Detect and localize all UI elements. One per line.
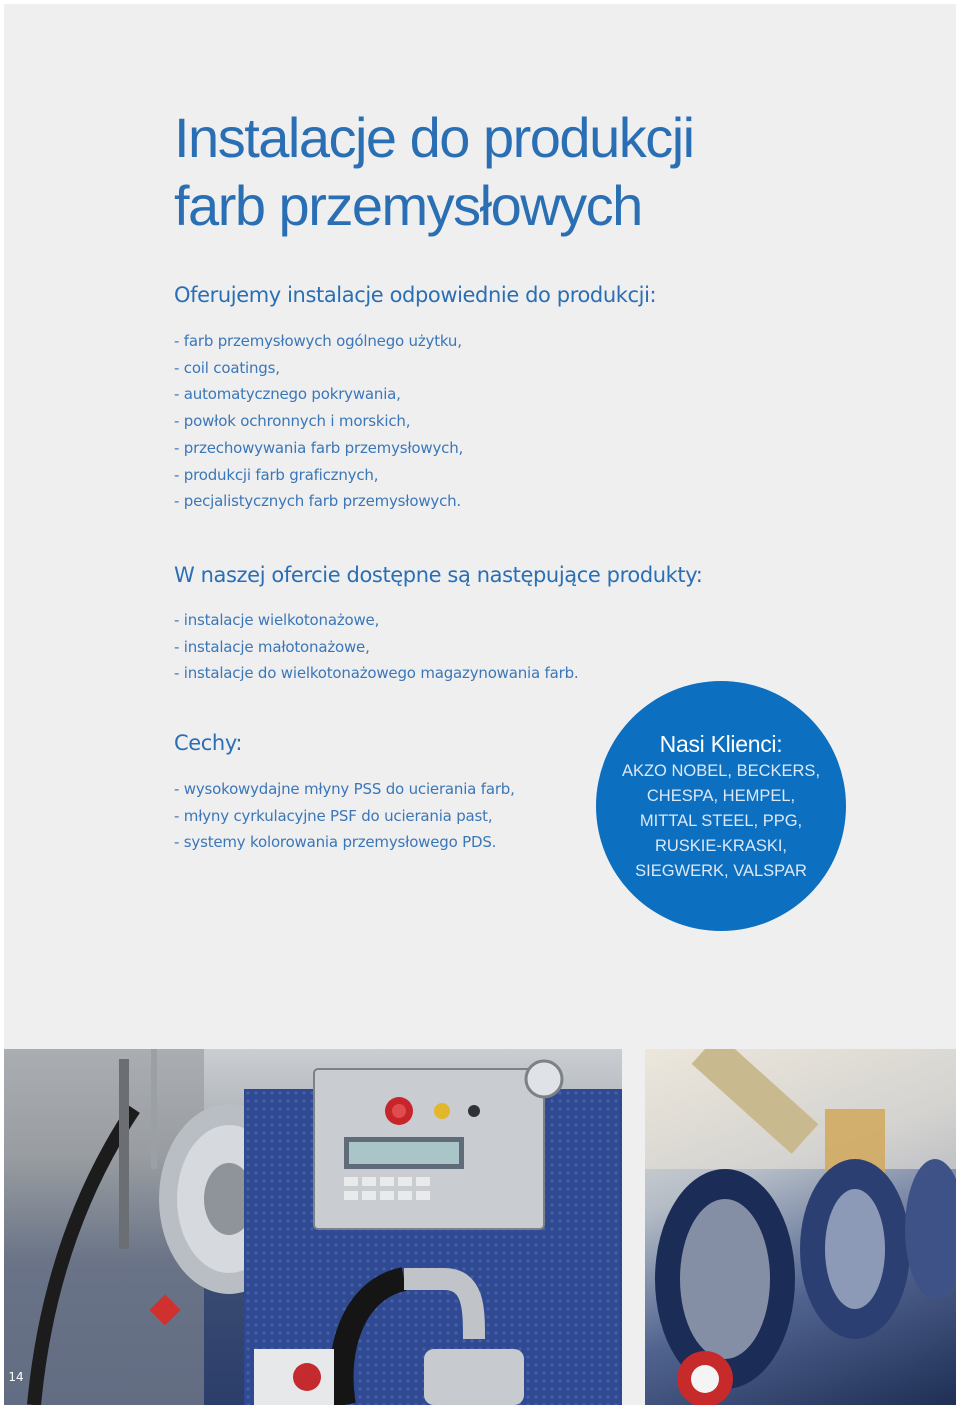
list-item: - wysokowydajne młyny PSS do ucierania farb,	[174, 776, 515, 803]
clients-circle	[596, 681, 846, 931]
list-item: - instalacje małotonażowe,	[174, 634, 579, 661]
products-heading: W naszej ofercie dostępne są następujące produkty:	[174, 563, 703, 587]
offer-heading: Oferujemy instalacje odpowiednie do produkcji:	[174, 283, 657, 307]
list-item: - instalacje wielkotonażowe,	[174, 607, 579, 634]
list-item: - przechowywania farb przemysłowych,	[174, 435, 463, 462]
list-item: - automatycznego pokrywania,	[174, 381, 463, 408]
list-item: - powłok ochronnych i morskich,	[174, 408, 463, 435]
clients-line: RUSKIE-KRASKI,	[654, 837, 788, 855]
list-item: - produkcji farb graficznych,	[174, 462, 463, 489]
clients-heading: Nasi Klienci:	[659, 731, 783, 757]
closeup-illustration	[645, 1049, 956, 1405]
clients-list	[596, 759, 846, 884]
list-item: - młyny cyrkulacyjne PSF do ucierania past,	[174, 803, 515, 830]
machine-photo	[4, 1049, 622, 1405]
products-list	[174, 607, 579, 687]
clients-line: MITTAL STEEL, PPG,	[639, 812, 803, 830]
clients-line: AKZO NOBEL, BECKERS,	[621, 762, 821, 780]
clients-line: SIEGWERK, VALSPAR	[635, 862, 807, 880]
clients-line: CHESPA, HEMPEL,	[646, 787, 796, 805]
list-item: - pecjalistycznych farb przemysłowych.	[174, 488, 463, 515]
list-item: - instalacje do wielkotonażowego magazynowania farb.	[174, 660, 579, 687]
features-list	[174, 776, 515, 856]
closeup-photo	[645, 1049, 956, 1405]
page-number: 14	[8, 1370, 24, 1384]
features-heading: Cechy:	[174, 731, 243, 755]
page-title-line-1: Instalacje do produkcji	[174, 106, 694, 169]
list-item: - farb przemysłowych ogólnego użytku,	[174, 328, 463, 355]
machine-illustration	[4, 1049, 622, 1405]
page-title	[174, 104, 694, 240]
page-title-line-2: farb przemysłowych	[174, 174, 642, 237]
offer-list	[174, 328, 463, 515]
list-item: - coil coatings,	[174, 355, 463, 382]
list-item: - systemy kolorowania przemysłowego PDS.	[174, 829, 515, 856]
